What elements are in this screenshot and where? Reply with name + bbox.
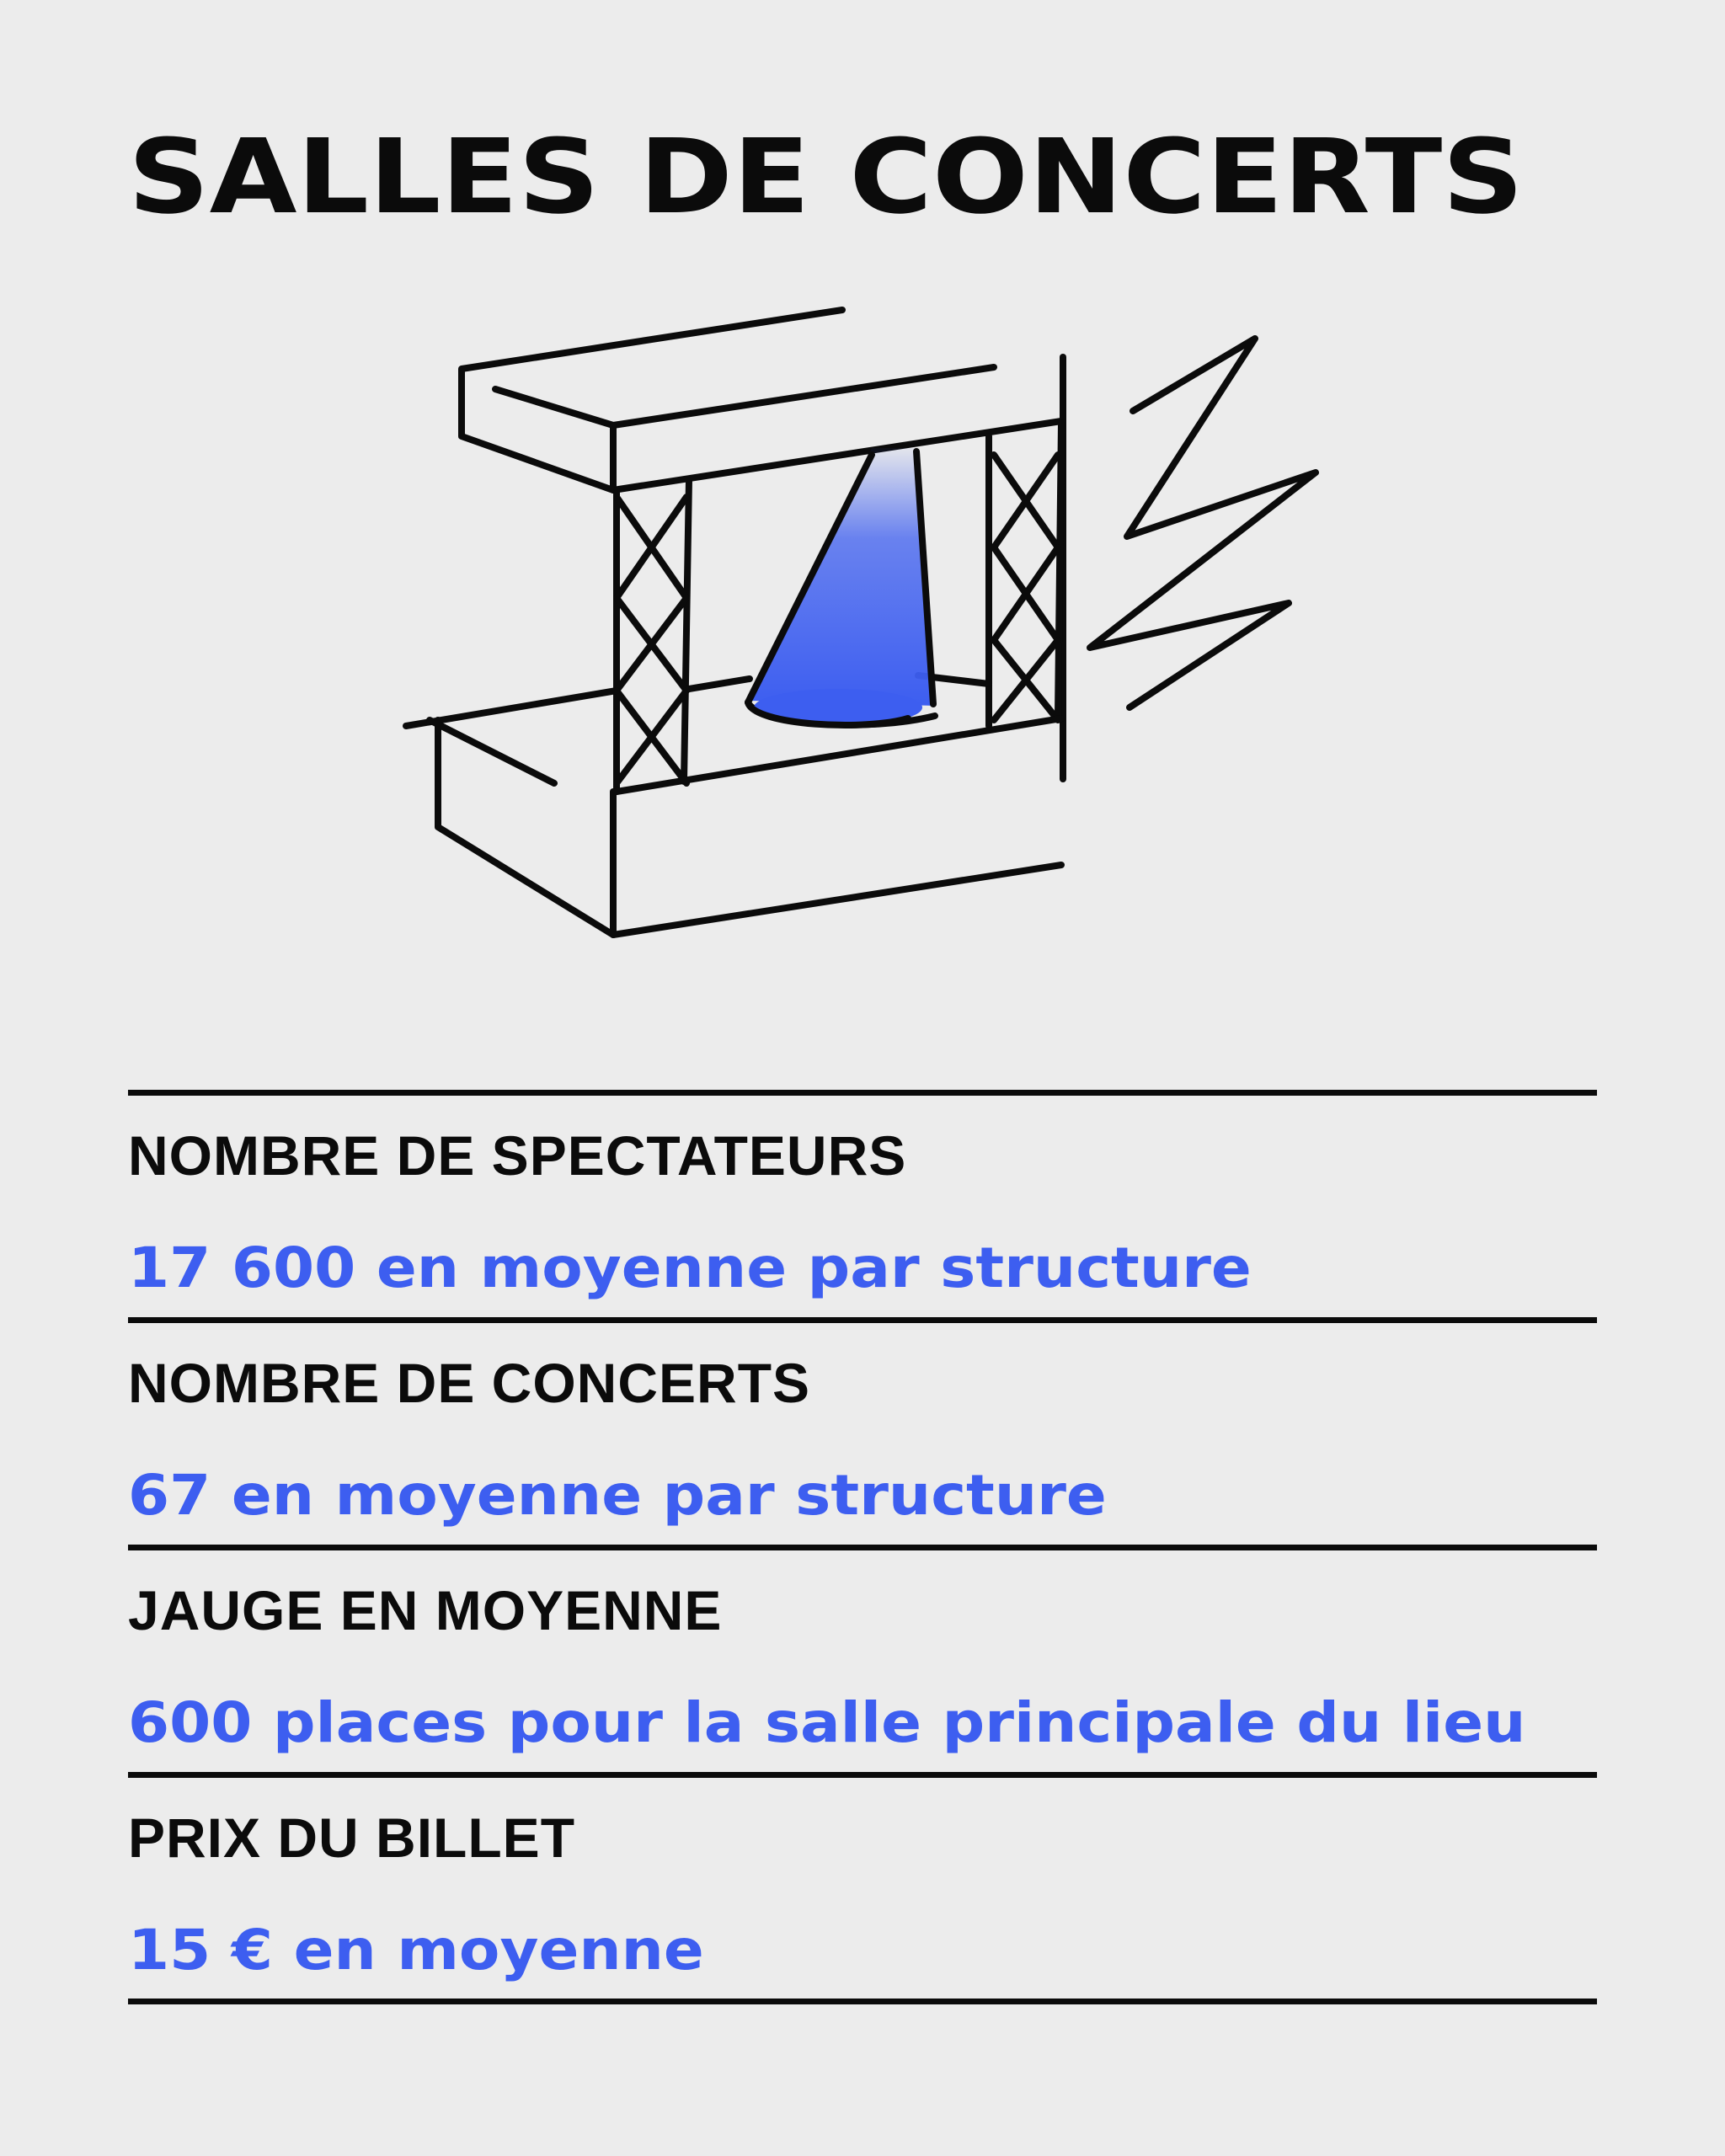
stat-value: 67 en moyenne par structure xyxy=(128,1463,1107,1528)
stat-label: NOMBRE DE SPECTATEURS xyxy=(128,1124,907,1187)
concert-stage-illustration-icon xyxy=(396,295,1348,952)
stat-row-capacity xyxy=(128,1545,1597,1772)
stat-label: NOMBRE DE CONCERTS xyxy=(128,1352,811,1414)
stat-value: 17 600 en moyenne par structure xyxy=(128,1235,1252,1300)
stat-value: 15 € en moyenne xyxy=(128,1918,704,1983)
stats-list xyxy=(128,1090,1597,2004)
stat-value: 600 places pour la salle principale du lieu xyxy=(128,1690,1526,1755)
stat-label: JAUGE EN MOYENNE xyxy=(128,1579,723,1641)
stat-row-ticket-price xyxy=(128,1772,1597,2004)
page-title: SALLES DE CONCERTS xyxy=(128,117,1524,237)
stat-row-spectators xyxy=(128,1090,1597,1317)
stat-row-concerts xyxy=(128,1317,1597,1545)
stat-label: PRIX DU BILLET xyxy=(128,1806,576,1869)
